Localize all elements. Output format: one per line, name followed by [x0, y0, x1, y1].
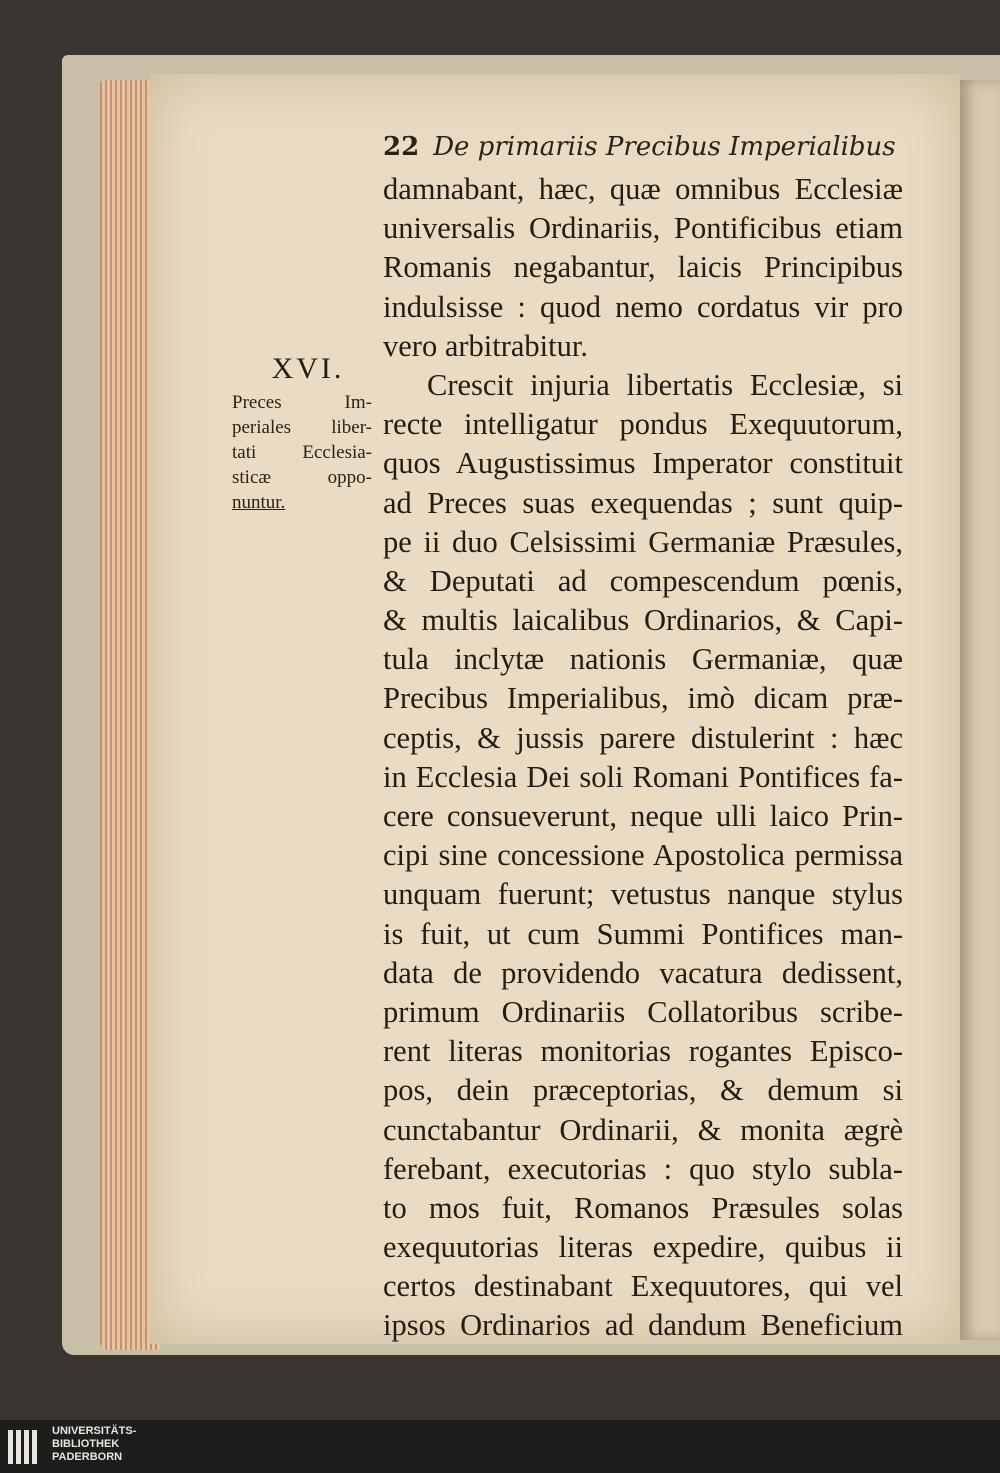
library-logo-icon [6, 1426, 46, 1468]
running-header [383, 132, 896, 162]
text-line: in Ecclesia Dei soli Romani Pontifices fa- [383, 759, 903, 794]
text-line: quos Augustissimus Imperator constituit [383, 446, 903, 481]
text-line: & Deputati ad compescendum pœnis, [383, 563, 903, 598]
text-line: ad Preces suas exequendas ; sunt quip- [383, 485, 903, 520]
section-number: XVI. [271, 352, 345, 385]
text-line: damnabant, hæc, quæ omnibus Ecclesiæ [383, 172, 903, 206]
text-line: data de providendo vacatura dedissent, [383, 955, 903, 990]
text-line: rent literas monitorias rogantes Episco- [383, 1034, 903, 1069]
logo-line: UNIVERSITÄTS- [52, 1425, 137, 1437]
margin-note-line: nuntur. [232, 492, 286, 513]
text-line: cunctabantur Ordinarii, & monita ægrè [383, 1112, 903, 1147]
text-line: ceptis, & jussis parere distulerint : hæc [383, 720, 903, 755]
text-line: Crescit injuria libertatis Ecclesiæ, si [427, 367, 903, 402]
text-line: Precibus Imperialibus, imò dicam præ- [383, 681, 903, 716]
body-text [383, 170, 903, 1346]
text-line: is fuit, ut cum Summi Pontifices man- [383, 916, 903, 951]
text-line: ipsos Ordinarios ad dandum Beneficium [383, 1308, 903, 1343]
logo-line: BIBLIOTHEK [52, 1438, 120, 1450]
text-line: Romanis negabantur, laicis Principibus [383, 250, 903, 285]
margin-note [232, 390, 372, 515]
text-line: cere consueverunt, neque ulli laico Prin- [383, 799, 903, 833]
text-line: & multis laicalibus Ordinarios, & Capi- [383, 603, 903, 638]
text-line: tula inclytæ nationis Germaniæ, quæ [383, 642, 903, 677]
text-line: to mos fuit, Romanos Præsules solas [383, 1190, 903, 1225]
text-line: pos, dein præceptorias, & demum si [383, 1073, 903, 1108]
text-line: exequutorias literas expedire, quibus ii [383, 1230, 903, 1265]
margin-note-line: tati Ecclesia- [232, 442, 372, 463]
text-line: primum Ordinariis Collatoribus scribe- [383, 994, 903, 1029]
facing-page-edge [960, 80, 1000, 1340]
page-number: 22 [383, 132, 420, 162]
library-logo-bar [0, 1420, 1000, 1473]
margin-note-line: Preces Im- [232, 392, 372, 413]
text-line: pe ii duo Celsissimi Germaniæ Præsules, [383, 524, 903, 559]
text-line: universalis Ordinariis, Pontificibus etiam [383, 211, 903, 246]
margin-note-line: sticæ oppo- [232, 467, 372, 488]
running-title: De primariis Precibus Imperialibus [433, 132, 896, 162]
text-line: ferebant, executorias : quo stylo subla- [383, 1151, 903, 1186]
text-line: certos destinabant Exequutores, qui vel [383, 1269, 903, 1304]
margin-note-line: periales liber- [232, 417, 372, 438]
text-line: vero arbitrabitur. [383, 328, 588, 363]
text-line: unquam fuerunt; vetustus nanque stylus [383, 877, 903, 912]
logo-line: PADERBORN [52, 1451, 123, 1463]
library-logo-text [52, 1425, 136, 1464]
text-line: cipi sine concessione Apostolica permissa [383, 838, 903, 873]
text-line: indulsisse : quod nemo cordatus vir pro [383, 289, 903, 324]
text-line: recte intelligatur pondus Exequutorum, [383, 407, 903, 442]
